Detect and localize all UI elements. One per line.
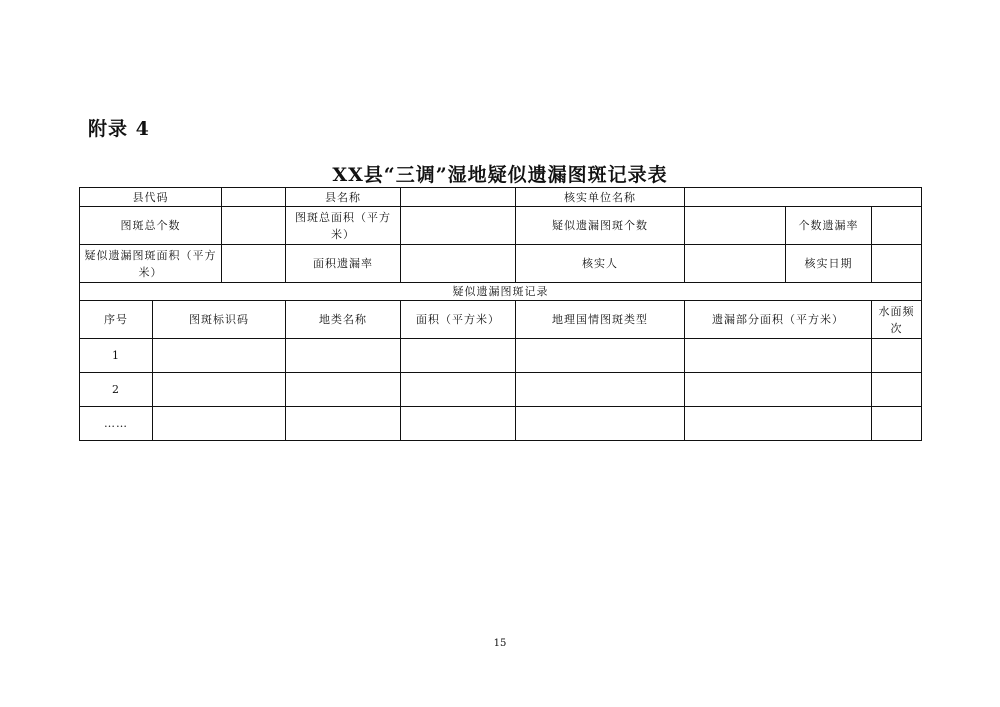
water-frequency-cell[interactable] (872, 339, 922, 373)
verify-unit-label: 核实单位名称 (516, 188, 685, 207)
geo-patch-type-cell[interactable] (516, 373, 685, 407)
county-name-value[interactable] (401, 188, 516, 207)
geo-patch-type-cell[interactable] (516, 339, 685, 373)
column-header: 遗漏部分面积（平方米） (685, 301, 872, 339)
verify-unit-value[interactable] (685, 188, 922, 207)
omitted-area-cell[interactable] (685, 373, 872, 407)
count-omission-rate-label: 个数遗漏率 (786, 207, 872, 245)
suspect-area-label: 疑似遗漏图斑面积（平方米） (80, 245, 222, 283)
omitted-area-cell[interactable] (685, 339, 872, 373)
header-row-1 (80, 188, 922, 207)
column-header: 地类名称 (286, 301, 401, 339)
table-row (80, 407, 922, 441)
suspect-count-value[interactable] (685, 207, 786, 245)
header-row-3 (80, 245, 922, 283)
column-header-row (80, 301, 922, 339)
header-row-2 (80, 207, 922, 245)
area-omission-rate-label: 面积遗漏率 (286, 245, 401, 283)
page-number: 15 (493, 638, 507, 649)
verify-date-value[interactable] (872, 245, 922, 283)
table-row (80, 339, 922, 373)
land-class-cell[interactable] (286, 373, 401, 407)
total-area-value[interactable] (401, 207, 516, 245)
column-header: 面积（平方米） (401, 301, 516, 339)
total-patches-label: 图斑总个数 (80, 207, 222, 245)
total-patches-value[interactable] (222, 207, 286, 245)
count-omission-rate-value[interactable] (872, 207, 922, 245)
area-cell[interactable] (401, 373, 516, 407)
column-header: 地理国情图斑类型 (516, 301, 685, 339)
patch-id-cell[interactable] (153, 339, 286, 373)
water-frequency-cell[interactable] (872, 407, 922, 441)
column-header: 序号 (80, 301, 153, 339)
page-title: XX县“三调”湿地疑似遗漏图斑记录表 (332, 164, 668, 186)
suspect-count-label: 疑似遗漏图斑个数 (516, 207, 685, 245)
area-cell[interactable] (401, 407, 516, 441)
column-header: 图斑标识码 (153, 301, 286, 339)
table-row (80, 373, 922, 407)
verifier-value[interactable] (685, 245, 786, 283)
total-area-label: 图斑总面积（平方米） (286, 207, 401, 245)
section-title-row (80, 283, 922, 301)
county-code-value[interactable] (222, 188, 286, 207)
patch-id-cell[interactable] (153, 407, 286, 441)
water-frequency-cell[interactable] (872, 373, 922, 407)
geo-patch-type-cell[interactable] (516, 407, 685, 441)
county-name-label: 县名称 (286, 188, 401, 207)
area-cell[interactable] (401, 339, 516, 373)
verifier-label: 核实人 (516, 245, 685, 283)
verify-date-label: 核实日期 (786, 245, 872, 283)
land-class-cell[interactable] (286, 339, 401, 373)
column-header: 水面频次 (872, 301, 922, 339)
area-omission-rate-value[interactable] (401, 245, 516, 283)
row-index: 2 (80, 373, 153, 407)
section-title: 疑似遗漏图斑记录 (80, 283, 922, 301)
record-table (79, 187, 922, 441)
row-index: …… (80, 407, 153, 441)
row-index: 1 (80, 339, 153, 373)
land-class-cell[interactable] (286, 407, 401, 441)
patch-id-cell[interactable] (153, 373, 286, 407)
omitted-area-cell[interactable] (685, 407, 872, 441)
suspect-area-value[interactable] (222, 245, 286, 283)
county-code-label: 县代码 (80, 188, 222, 207)
appendix-label: 附录 4 (88, 118, 150, 140)
